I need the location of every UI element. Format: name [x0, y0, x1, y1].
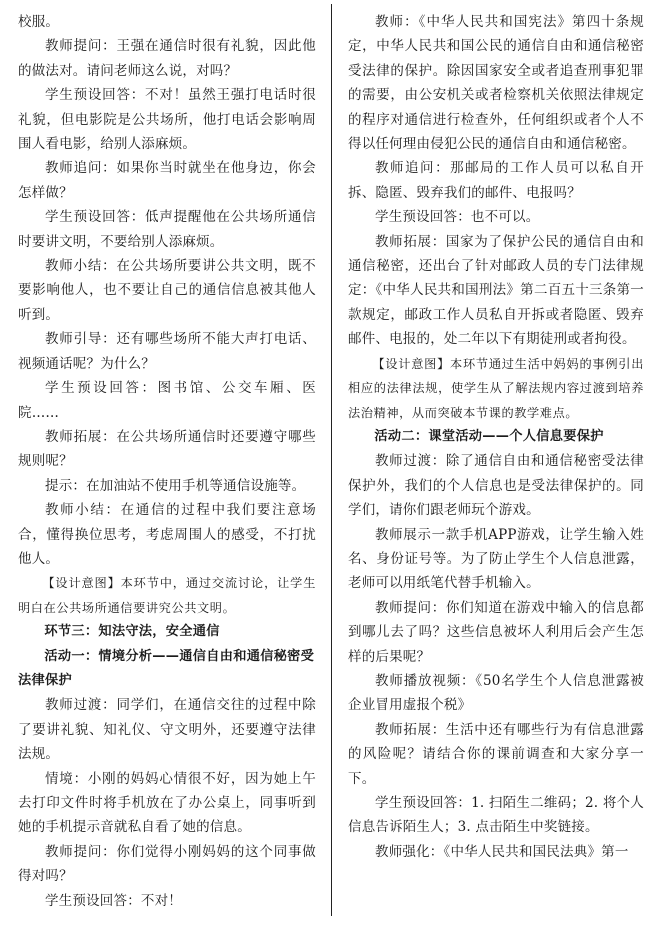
- design-intent-note: 【设计意图】本环节通过生活中妈妈的事例引出相应的法律法规，使学生从了解法规内容过渡到培养法治精神，从而突破本节课的教学难点。: [348, 356, 644, 420]
- paragraph: 教师播放视频：《50名学生个人信息泄露被企业冒用虚报个税》: [348, 672, 644, 714]
- paragraph: 教师拓展：生活中还有哪些行为有信息泄露的风险呢？请结合你的课前调查和大家分享一下。: [348, 721, 644, 787]
- right-column: [348, 10, 644, 864]
- paragraph: 教师：《中华人民共和国宪法》第四十条规定，中华人民共和国公民的通信自由和通信秘密受法律的保护。除因国家安全或者追查刑事犯罪的需要，由公安机关或者检察机关依照法律规定的程序对通信进行检查外，任何组织或者个人不得以任何理由侵犯公民的通信自由和通信秘密。: [348, 14, 644, 153]
- paragraph: 教师过渡：同学们，在通信交往的过程中除了要讲礼貌、知礼仪、守文明外，还要遵守法律法规。: [18, 697, 316, 763]
- paragraph: 学生预设回答：不对！虽然王强打电话时很礼貌，但电影院是公共场所，他打电话会影响周围人看电影，给别人添麻烦。: [18, 87, 316, 153]
- paragraph: 教师提问：王强在通信时很有礼貌，因此他的做法对。请问老师这么说，对吗？: [18, 38, 316, 79]
- paragraph: 教师过渡：除了通信自由和通信秘密受法律保护外，我们的个人信息也是受法律保护的。同学们，请你们跟老师玩个游戏。: [348, 453, 644, 519]
- paragraph: 教师提问：你们知道在游戏中输入的信息都到哪儿去了吗？这些信息被坏人利用后会产生怎样的后果呢？: [348, 599, 644, 665]
- left-column: [18, 10, 316, 913]
- column-divider: [331, 4, 332, 916]
- section-heading: 环节三：知法守法，安全通信: [44, 624, 220, 640]
- paragraph: 提示：在加油站不使用手机等通信设施等。: [45, 477, 306, 494]
- paragraph: 学生预设回答：1. 扫陌生二维码；2. 将个人信息告诉陌生人；3. 点击陌生中奖链接。: [348, 795, 644, 836]
- paragraph: 学生预设回答：图书馆、公交车厢、医院……: [18, 380, 316, 421]
- paragraph: 情境：小刚的妈妈心情很不好，因为她上午去打印文件时将手机放在了办公桌上，同事听到她的手机提示音就私自看了她的信息。: [18, 770, 316, 836]
- design-intent-note: 【设计意图】本环节中，通过交流讨论，让学生明白在公共场所通信要讲究公共文明。: [18, 576, 316, 615]
- paragraph: 教师小结：在公共场所要讲公共文明，既不要影响他人，也不要让自己的通信信息被其他人听到。: [18, 258, 316, 323]
- section-heading: 活动二：课堂活动——个人信息要保护: [374, 428, 604, 444]
- paragraph: 教师拓展：在公共场所通信时还要遵守哪些规则呢？: [18, 428, 316, 470]
- paragraph: 教师提问：你们觉得小刚妈妈的这个同事做得对吗？: [18, 843, 316, 885]
- section-heading: 活动一：情境分析——通信自由和通信秘密受法律保护: [18, 648, 315, 688]
- paragraph: 教师追问：那邮局的工作人员可以私自开拆、隐匿、毁弃我们的邮件、电报吗？: [348, 160, 644, 201]
- paragraph: 教师拓展：国家为了保护公民的通信自由和通信秘密，还出台了针对邮政人员的专门法律规定：《中华人民共和国刑法》第二百五十三条第一款规定，邮政工作人员私自开拆或者隐匿、毁弃邮件、电报的，处二年以下有期徒刑或者拘役。: [348, 233, 644, 348]
- paragraph: 教师展示一款手机APP游戏，让学生输入姓名、身份证号等。为了防止学生个人信息泄露，老师可以用纸笔代替手机输入。: [348, 526, 644, 592]
- paragraph: 学生预设回答：也不可以。: [375, 209, 540, 226]
- paragraph: 教师强化：《中华人民共和国民法典》第一: [375, 843, 629, 860]
- paragraph: 教师小结：在通信的过程中我们要注意场合，懂得换位思考，考虑周围人的感受，不打扰他人。: [18, 502, 316, 567]
- paragraph: 校服。: [18, 14, 60, 30]
- paragraph: 教师追问：如果你当时就坐在他身边，你会怎样做？: [18, 160, 316, 201]
- paragraph: 学生预设回答：低声提醒他在公共场所通信时要讲文明，不要给别人添麻烦。: [18, 209, 316, 250]
- paragraph: 教师引导：还有哪些场所不能大声打电话、视频通话呢？为什么？: [18, 331, 316, 372]
- paragraph: 学生预设回答：不对！: [45, 892, 182, 909]
